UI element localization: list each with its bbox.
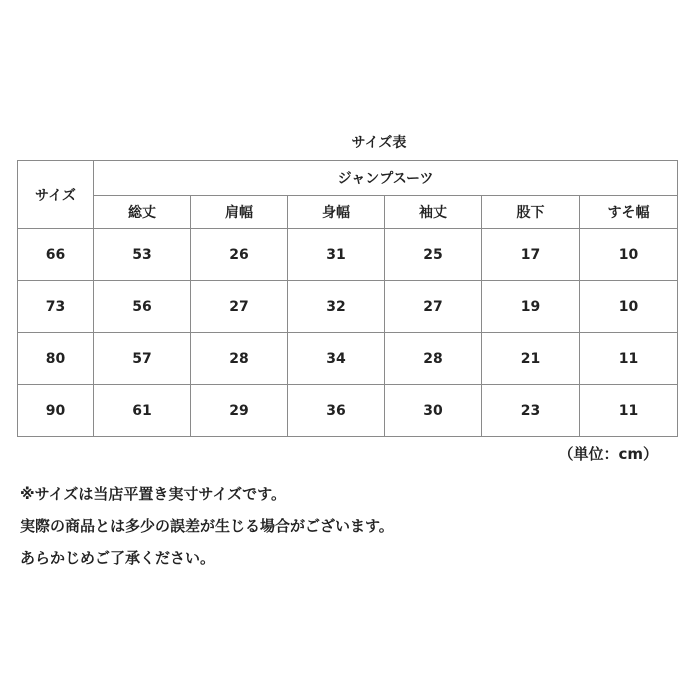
table-cell: 23 <box>482 385 580 437</box>
unit-label: （単位：cm） <box>558 445 658 463</box>
table-cell: 25 <box>385 229 482 281</box>
table-cell: 26 <box>191 229 288 281</box>
table-cell: 31 <box>288 229 385 281</box>
table-row <box>18 229 678 281</box>
column-header: 身幅 <box>288 196 385 229</box>
table-title: サイズ表 <box>351 135 407 151</box>
table-cell: 36 <box>288 385 385 437</box>
column-header: 袖丈 <box>385 196 482 229</box>
table-cell: 17 <box>482 229 580 281</box>
table-cell: 27 <box>385 281 482 333</box>
size-cell: 66 <box>18 229 94 281</box>
table-cell: 28 <box>385 333 482 385</box>
note-line: 実際の商品とは多少の誤差が生じる場合がございます。 <box>20 517 394 535</box>
table-cell: 19 <box>482 281 580 333</box>
table-cell: 21 <box>482 333 580 385</box>
table-row <box>18 281 678 333</box>
size-cell: 90 <box>18 385 94 437</box>
table-cell: 56 <box>94 281 191 333</box>
size-cell: 80 <box>18 333 94 385</box>
size-header: サイズ <box>18 161 94 229</box>
table-cell: 10 <box>580 229 678 281</box>
group-header: ジャンプスーツ <box>94 161 678 196</box>
table-row <box>18 333 678 385</box>
table-cell: 61 <box>94 385 191 437</box>
table-row <box>18 385 678 437</box>
column-header: 総丈 <box>94 196 191 229</box>
table-cell: 27 <box>191 281 288 333</box>
table-cell: 32 <box>288 281 385 333</box>
table-cell: 28 <box>191 333 288 385</box>
table-cell: 11 <box>580 333 678 385</box>
column-header: すそ幅 <box>580 196 678 229</box>
table-cell: 34 <box>288 333 385 385</box>
column-header: 股下 <box>482 196 580 229</box>
table-cell: 53 <box>94 229 191 281</box>
table-cell: 11 <box>580 385 678 437</box>
table-cell: 29 <box>191 385 288 437</box>
note-line: ※サイズは当店平置き実寸サイズです。 <box>20 485 286 503</box>
notes <box>20 478 394 574</box>
size-table <box>17 160 678 437</box>
column-header: 肩幅 <box>191 196 288 229</box>
table-cell: 30 <box>385 385 482 437</box>
note-line: あらかじめご了承ください。 <box>20 549 216 567</box>
table-cell: 57 <box>94 333 191 385</box>
table-cell: 10 <box>580 281 678 333</box>
size-cell: 73 <box>18 281 94 333</box>
